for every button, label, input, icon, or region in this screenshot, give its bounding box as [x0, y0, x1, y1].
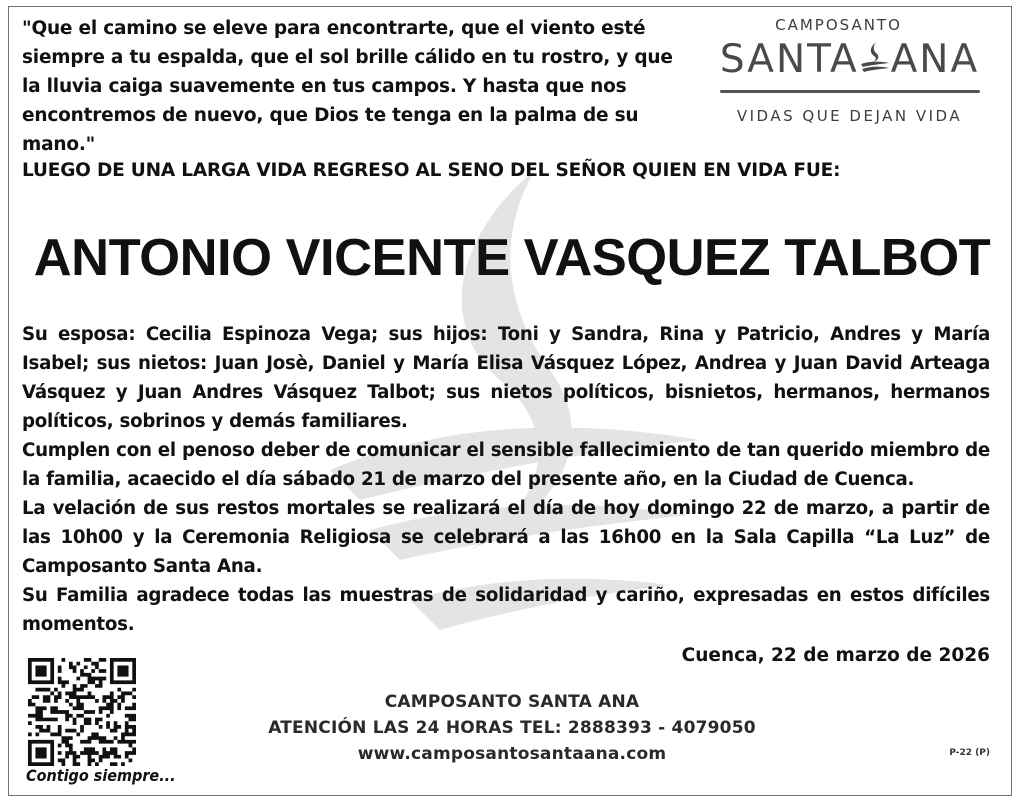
camposanto-logo — [712, 14, 987, 139]
slogan: Contigo siempre... — [26, 766, 176, 785]
footer-phone: ATENCIÓN LAS 24 HORAS TEL: 2888393 - 4079050 — [268, 718, 756, 738]
family-paragraph: Su esposa: Cecilia Espinoza Vega; sus hijos: Toni y Sandra, Rina y Patricio, Andres y María Isabel; sus nietos: Juan Josè, Daniel y María Elisa Vásquez López, Andrea y Juan David Arteaga Vásquez y Juan Andres Vásquez Talbot; sus nietos políticos, bisnietos, hermanos, hermanos políticos, sobrinos y demás familiares. — [22, 324, 990, 432]
wake-paragraph: La velación de sus restos mortales se realizará el día de hoy domingo 22 de marzo, a partir de las 10h00 y la Ceremonia Religiosa se celebrará a las 16h00 en la Sala Capilla “La Luz” de Camposanto Santa Ana. — [22, 498, 990, 577]
logo-word-right: ANA — [890, 37, 980, 82]
place-date: Cuenca, 22 de marzo de 2026 — [681, 645, 990, 666]
logo-tagline: VIDAS QUE DEJAN VIDA — [736, 107, 963, 125]
deceased-name: ANTONIO VICENTE VASQUEZ TALBOT — [33, 229, 991, 287]
logo-divider — [720, 90, 980, 93]
footer-company: CAMPOSANTO SANTA ANA — [384, 692, 640, 712]
notice-body — [22, 320, 990, 639]
thanks-paragraph: Su Familia agradece todas las muestras de solidaridad y cariño, expresadas en estos difíciles momentos. — [22, 585, 990, 635]
flame-wave-icon — [859, 40, 891, 76]
logo-wordmark — [712, 36, 987, 84]
epigraph-quote: "Que el camino se eleve para encontrarte, que el viento esté siempre a tu espalda, que el sol brille cálido en tu rostro, y que la lluvia caiga suavemente en tus campos. Y hasta que nos encontremos de nuevo, que Dios te tenga en la palma de su mano." — [22, 18, 673, 155]
footer-website[interactable]: www.camposantosantaana.com — [357, 744, 667, 764]
logo-top-text: CAMPOSANTO — [775, 16, 902, 34]
ad-code: P-22 (P) — [949, 748, 990, 758]
intro-line: LUEGO DE UNA LARGA VIDA REGRESO AL SENO DEL SEÑOR QUIEN EN VIDA FUE: — [22, 160, 841, 181]
footer-contact — [0, 689, 1024, 767]
qr-code-icon[interactable] — [28, 658, 136, 766]
announcement-paragraph: Cumplen con el penoso deber de comunicar el sensible fallecimiento de tan querido miembro de la familia, acaecido el día sábado 21 de marzo del presente año, en la Ciudad de Cuenca. — [22, 440, 990, 490]
logo-word-left: SANTA — [719, 37, 859, 82]
